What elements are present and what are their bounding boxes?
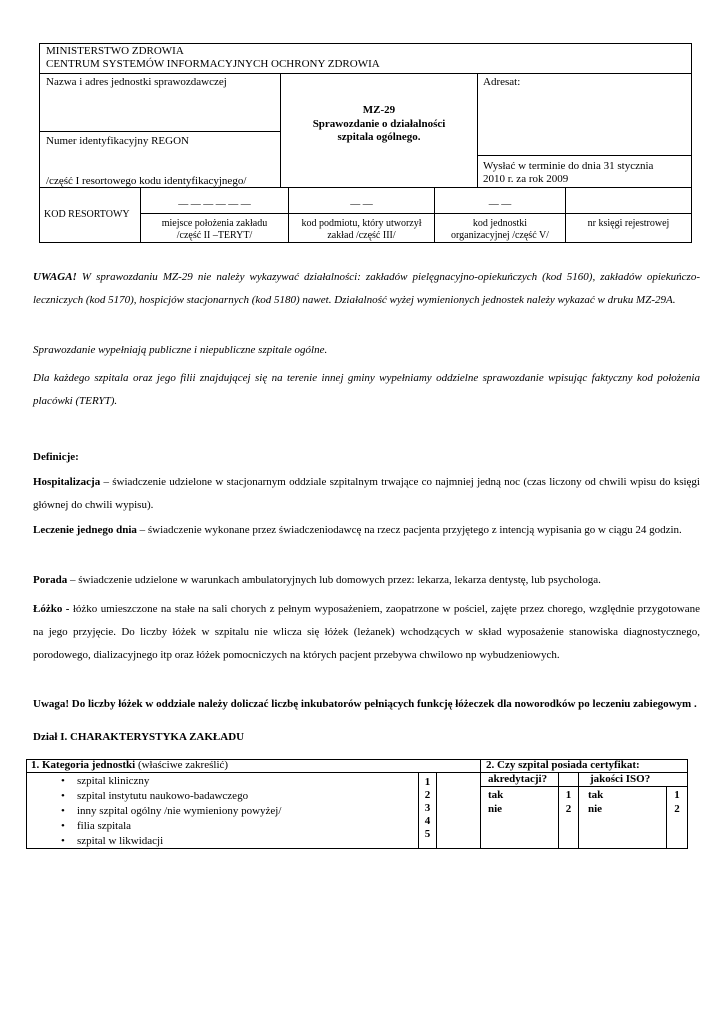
ministry-name: MINISTERSTWO ZDROWIA (46, 45, 184, 57)
definition-term: Łóżko - (33, 603, 70, 615)
unit-code-label-line2: organizacyjnej /część V/ (451, 230, 549, 241)
iso-code-no: 2 (674, 803, 680, 815)
iso-no[interactable]: nie (588, 803, 603, 815)
section1-heading: Dział I. CHARAKTERYSTYKA ZAKŁADU (33, 731, 245, 743)
certificate-question: 2. Czy szpital posiada certyfikat: (486, 759, 640, 771)
unit-code-label-line1: kod jednostki (472, 218, 528, 229)
definition-one-day-treatment (33, 519, 700, 542)
definition-term: Porada (33, 574, 68, 586)
accreditation-label: akredytacji? (488, 773, 548, 785)
category-question-label: 1. Kategoria jednostki (31, 759, 136, 771)
iso-label: jakości ISO? (590, 773, 651, 785)
regon-label: Numer identyfikacyjny REGON (46, 135, 189, 147)
teryt-label-line1: miejsce położenia zakładu (161, 218, 268, 229)
category-option[interactable]: • szpital w likwidacji (27, 834, 417, 849)
category-option[interactable]: • szpital instytutu naukowo-badawczego (27, 789, 417, 804)
definition-bed (33, 598, 700, 667)
category-code: 3 (424, 802, 431, 814)
accreditation-code-yes: 1 (565, 789, 572, 801)
form-title-line2: szpitala ogólnego. (337, 131, 421, 143)
deadline-line1: Wysłać w terminie do dnia 31 stycznia (483, 160, 654, 172)
definition-text: – świadczenie udzielone w stacjonarnym oddziale szpitalnym trwające co najmniej jedną noc (czas liczony od chwili wpisu do księgi głównej do chwili wypisu). (33, 476, 700, 511)
category-question-hint: (właściwe zakreślić) (135, 759, 229, 771)
addressee-label: Adresat: (483, 76, 521, 88)
form-code: MZ-29 (362, 104, 396, 116)
ministry-center-name: CENTRUM SYSTEMÓW INFORMACYJNYCH OCHRONY ZDROWIA (46, 58, 380, 70)
notice-lead: UWAGA! (33, 271, 77, 283)
unit-code-dashes: — — (488, 199, 512, 210)
register-number-label: nr księgi rejestrowej (587, 218, 670, 229)
accreditation-code-no: 2 (565, 803, 572, 815)
category-option[interactable]: • szpital kliniczny (27, 774, 417, 789)
notice-branches: Dla każdego szpitala oraz jego filii znajdującej się na terenie innej gminy wypełniamy oddzielne sprawozdanie wpisując faktyczny kod położenia placówki (TERYT). (33, 372, 700, 407)
creator-code-label-line1: kod podmiotu, który utworzył (301, 218, 422, 229)
creator-code-label-line2: zakład /część III/ (327, 230, 396, 241)
definition-term: Leczenie jednego dnia (33, 524, 137, 536)
deadline-line2: 2010 r. za rok 2009 (483, 173, 569, 185)
notice-scope: Sprawozdanie wypełniają publiczne i niepubliczne szpitale ogólne. (33, 344, 328, 356)
teryt-label-line2: /część II –TERYT/ (176, 230, 253, 241)
definition-term: Hospitalizacja (33, 476, 101, 488)
notice-text: W sprawozdaniu MZ-29 nie należy wykazywać działalności: zakładów pielęgnacyjno-opiekuńczych (kod 5160), zakładów opiekuńczo-leczniczych (kod 5170), hospicjów stacjonarnych (kod 5180) nawet. Działalność wyżej wymienionych jednostek należy wykazać w druku MZ-29A. (33, 271, 700, 306)
category-option[interactable]: • inny szpital ogólny /nie wymieniony powyżej/ (27, 804, 417, 819)
accreditation-yes[interactable]: tak (488, 789, 504, 801)
iso-yes[interactable]: tak (588, 789, 604, 801)
iso-code-yes: 1 (674, 789, 680, 801)
creator-code-dashes: — — (350, 199, 373, 210)
unit-name-label: Nazwa i adres jednostki sprawozdawczej (46, 76, 227, 88)
notice-paragraph (33, 266, 700, 312)
definition-text: – świadczenie udzielone w warunkach ambulatoryjnych lub domowych przez: lekarza, lekarza dentystę, lub psychologa. (67, 574, 601, 586)
definition-text: łóżko umieszczone na stałe na sali chorych z pełnym wyposażeniem, zaopatrzone w pościel, zajęte przez chorego, względnie przygotowane na jego przyjęcie. Do liczby łóżek w szpitalu nie wlicza się łóżek (leżanek) wchodzących w skład wyposażenie stanowiska diagnostycznego, porodowego, dializacyjnego itp oraz łóżek pomocniczych na których pacjent przebywa chwilowo np wybudzeniowych. (33, 603, 700, 661)
form-title-line1: Sprawozdanie o działalności (312, 118, 446, 130)
teryt-dashes: — — — — — — (178, 199, 251, 210)
beds-warning: Uwaga! Do liczby łóżek w oddziale należy doliczać liczbę inkubatorów pełniących funkcję łóżeczek dla noworodków po leczeniu zabiegowym . (33, 698, 697, 710)
category-code: 4 (424, 815, 431, 827)
regon-note: /część I resortowego kodu identyfikacyjnego/ (46, 175, 247, 187)
kod-resortowy-label: KOD RESORTOWY (44, 209, 130, 220)
definition-consultation (33, 569, 700, 592)
category-option[interactable]: • filia szpitala (27, 819, 417, 834)
category-code: 5 (424, 828, 431, 840)
category-list (27, 774, 417, 849)
definition-text: – świadczenie wykonane przez świadczeniodawcę na rzecz pacjenta przyjętego z intencją wypisania go w ciągu 24 godzin. (136, 524, 682, 536)
definition-hospitalization (33, 471, 700, 517)
category-code: 1 (424, 776, 431, 788)
accreditation-no[interactable]: nie (488, 803, 503, 815)
category-code: 2 (424, 789, 431, 801)
category-codes (419, 776, 436, 841)
category-question (31, 759, 228, 772)
definitions-heading: Definicje: (33, 451, 79, 463)
